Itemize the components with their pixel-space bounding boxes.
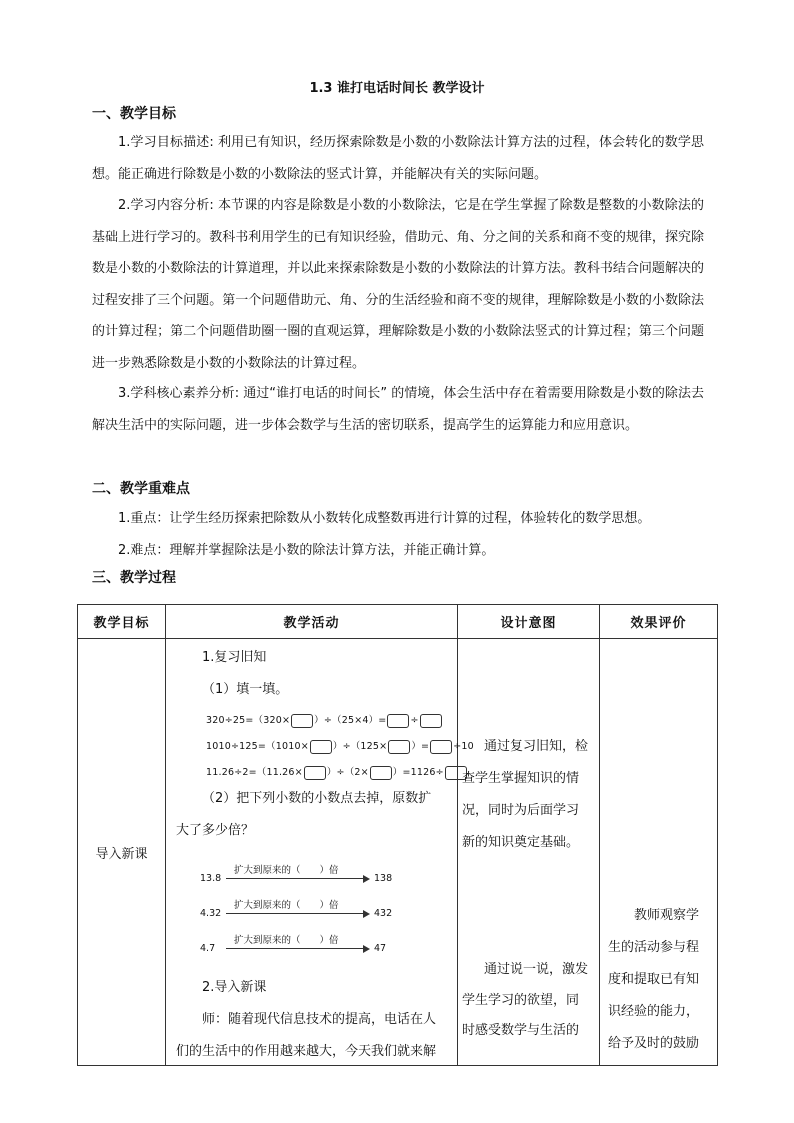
teacher-line-2: 们的生活中的作用越来越大，今天我们就来解	[176, 1044, 437, 1059]
intro-title: 2.导入新课	[202, 980, 267, 995]
paragraph-key-point: 1.重点：让学生经历探索把除数从小数转化成整数再进行计算的过程，体验转化的数学思想。	[118, 511, 651, 526]
teaching-process-table	[77, 604, 718, 1066]
activity-cell	[166, 639, 474, 1066]
paragraph-difficult-point: 2.难点：理解并掌握除法是小数的除法计算方法，并能正确计算。	[118, 543, 495, 558]
paragraph-content-analysis: 2.学习内容分析: 本节课的内容是除数是小数的小数除法，它是在学生掌握了除数是整数的小数除法的基础上进行学习的。教科书利用学生的已有知识经验，借助元、角、分之间的关系和商不变的规律，探究除数是小数的小数除法的计算道理，并以此来探索除数是小数的小数除法的计算方法。教科书结合问题解决的过程安排了三个问题。第一个问题借助元、角、分的生活经验和商不变的规律，理解除数是小数的小数除法的计算过程；第二个问题借助圈一圈的直观运算，理解除数是小数的小数除法竖式的计算过程；第三个问题进一步熟悉除数是小数的小数除法的计算过程。	[92, 198, 704, 371]
design-2-line-1: 通过说一说，激发	[484, 962, 589, 977]
header-goal: 教学目标	[78, 605, 166, 639]
review-title: 1.复习旧知	[202, 650, 267, 665]
arrow-head-icon	[363, 875, 370, 883]
design-1-line-1: 通过复习旧知，检	[484, 739, 589, 754]
question-2-line-1: （2）把下列小数的小数点去掉，原数扩	[202, 791, 432, 806]
header-design: 设计意图	[458, 605, 600, 639]
arrow-line	[226, 948, 364, 949]
eval-line-3: 度和提取已有知	[608, 972, 700, 987]
goal-cell: 导入新课	[78, 639, 166, 1066]
question-2-line-2: 大了多少倍？	[176, 823, 255, 838]
design-2-line-3: 时感受数学与生活的	[462, 1023, 580, 1038]
design-1-line-4: 新的知识奠定基础。	[462, 835, 580, 850]
section-heading-process: 三、教学过程	[92, 570, 176, 586]
formula-2: 1010÷125=（1010× ）÷（125× ）= ÷10	[206, 741, 474, 752]
answer-blank[interactable]	[370, 766, 392, 780]
answer-blank[interactable]	[430, 740, 452, 754]
design-1-line-2: 查学生掌握知识的情	[462, 771, 580, 786]
section-heading-key-points: 二、教学重难点	[92, 481, 190, 497]
header-activity: 教学活动	[166, 605, 458, 639]
eval-line-4: 识经验的能力，	[608, 1004, 700, 1019]
fill-title: （1）填一填。	[202, 682, 289, 697]
expand-row-2: 4.32 扩大到原来的（ ）倍 432	[200, 900, 393, 919]
answer-blank[interactable]	[291, 714, 313, 728]
table-header-row	[78, 605, 718, 639]
answer-blank[interactable]	[387, 714, 409, 728]
arrow-line	[226, 878, 364, 879]
arrow-head-icon	[363, 910, 370, 918]
table-row	[78, 639, 718, 1066]
design-cell	[458, 639, 600, 1066]
paragraph-goal-description: 1.学习目标描述: 利用已有知识，经历探索除数是小数的小数除法计算方法的过程，体会转化的数学思想。能正确进行除数是小数的小数除法的竖式计算，并能解决有关的实际问题。	[92, 135, 704, 182]
arrow-line	[226, 913, 364, 914]
answer-blank[interactable]	[388, 740, 410, 754]
arrow-head-icon	[363, 945, 370, 953]
expand-row-1: 13.8 扩大到原来的（ ）倍 138	[200, 865, 393, 884]
design-1-line-3: 况，同时为后面学习	[462, 803, 580, 818]
design-2-line-2: 学生学习的欲望，同	[462, 993, 580, 1008]
eval-line-1: 教师观察学	[634, 908, 700, 923]
header-evaluation: 效果评价	[600, 605, 718, 639]
expand-row-3: 4.7 扩大到原来的（ ）倍 47	[200, 935, 387, 954]
evaluation-cell	[600, 639, 718, 1066]
page-title: 1.3 谁打电话时间长 教学设计	[309, 81, 485, 96]
answer-blank[interactable]	[420, 714, 442, 728]
teacher-line-1: 师：随着现代信息技术的提高，电话在人	[202, 1012, 437, 1027]
formula-1: 320÷25=（320× ）÷（25×4）= ÷	[206, 712, 443, 728]
eval-line-5: 给予及时的鼓励	[608, 1036, 700, 1051]
section-heading-goals: 一、教学目标	[92, 106, 176, 122]
formula-3: 11.26÷2=（11.26× ）÷（2× ）=1126÷	[206, 764, 468, 780]
answer-blank[interactable]	[310, 740, 332, 754]
eval-line-2: 生的活动参与程	[608, 940, 700, 955]
paragraph-literacy-analysis: 3.学科核心素养分析: 通过“谁打电话的时间长” 的情境，体会生活中存在着需要用除数是小数的除法去解决生活中的实际问题，进一步体会数学与生活的密切联系，提高学生的运算能力和应用意识。	[92, 386, 704, 433]
answer-blank[interactable]	[304, 766, 326, 780]
